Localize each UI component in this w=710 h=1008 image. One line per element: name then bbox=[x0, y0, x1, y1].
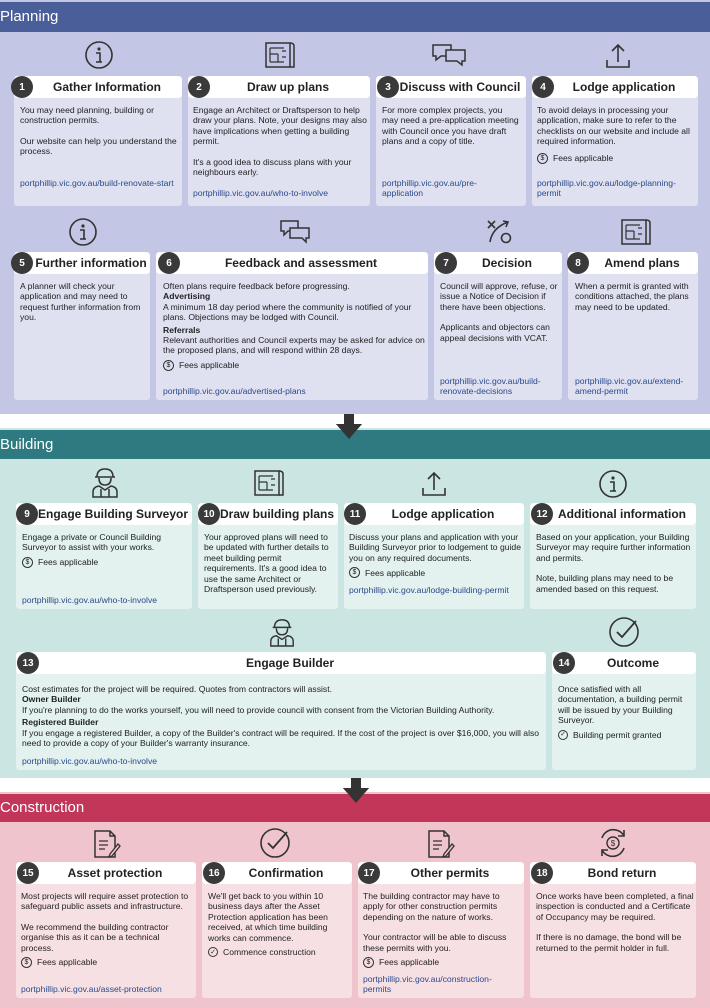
construction-title: Construction bbox=[0, 799, 85, 816]
step-body-17: The building contractor may have to apply for other construction permits depending on the nature of works. Your contractor will be able to discuss these permits with you. $ Fees applicable bbox=[363, 891, 521, 968]
step-body-4: To avoid delays in processing your application, make sure to refer to the checklists on our website and include all required information. $ Fees applicable bbox=[537, 105, 695, 164]
step-link-8[interactable]: portphillip.vic.gov.au/extend-amend-permit bbox=[575, 376, 684, 397]
step-body-11: Discuss your plans and application with your Building Surveyor prior to lodgement to guide you on any required documents. $ Fees applicable bbox=[349, 532, 521, 578]
step-title-1: Gather Information bbox=[14, 76, 182, 98]
fees-applicable-6: $ Fees applicable bbox=[163, 360, 425, 371]
step-number-5: 5 bbox=[11, 252, 33, 274]
step-number-9: 9 bbox=[16, 503, 38, 525]
blueprint-icon bbox=[620, 217, 652, 247]
fees-applicable-11: $ Fees applicable bbox=[349, 567, 521, 578]
planning-title: Planning bbox=[0, 8, 59, 25]
fees-applicable-17: $ Fees applicable bbox=[363, 957, 521, 968]
worker-icon bbox=[90, 466, 120, 498]
step-number-4: 4 bbox=[532, 76, 554, 98]
fees-applicable-4: $ Fees applicable bbox=[537, 153, 695, 164]
check-circle-icon: ✓ bbox=[208, 947, 218, 957]
step-number-17: 17 bbox=[358, 862, 380, 884]
down-arrow-icon bbox=[335, 414, 363, 440]
step-body-16: We'll get back to you within 10 business days after the Asset Protection application has been received, at which time building works can commence. ✓ Commence construction bbox=[208, 891, 348, 957]
document-pen-icon bbox=[92, 828, 122, 860]
step-link-11[interactable]: portphillip.vic.gov.au/lodge-building-permit bbox=[349, 585, 509, 595]
step-number-12: 12 bbox=[531, 503, 553, 525]
decision-icon bbox=[484, 216, 514, 246]
step-body-18: Once works have been completed, a final inspection is conducted and a Certificate of Occupancy may be required. If there is no damage, the bond will be returned to the permit holder in full. bbox=[536, 891, 694, 953]
step-number-16: 16 bbox=[203, 862, 225, 884]
permit-granted-status: ✓ Building permit granted bbox=[558, 730, 694, 740]
svg-text:$: $ bbox=[610, 839, 616, 848]
step-title-3: Discuss with Council bbox=[376, 76, 526, 98]
step-title-6: Feedback and assessment bbox=[156, 252, 428, 274]
step-body-8: When a permit is granted with conditions attached, the plans may need to be updated. bbox=[575, 281, 689, 312]
step-body-3: For more complex projects, you may need a pre-application meeting with Council once you have draft plans and a copy of title. bbox=[382, 105, 519, 147]
step-title-4: Lodge application bbox=[532, 76, 698, 98]
step-body-9: Engage a private or Council Building Surveyor to assist with your works. $ Fees applicable bbox=[22, 532, 188, 568]
step-number-2: 2 bbox=[188, 76, 210, 98]
check-circle-icon: ✓ bbox=[558, 730, 568, 740]
step-title-18: Bond return bbox=[530, 862, 696, 884]
chat-bubbles-icon bbox=[430, 40, 468, 70]
step-title-7: Decision bbox=[434, 252, 562, 274]
fees-applicable-9: $ Fees applicable bbox=[22, 557, 188, 568]
step-title-5: Further information bbox=[14, 252, 150, 274]
info-icon bbox=[68, 217, 98, 247]
step-title-9: Engage Building Surveyor bbox=[16, 503, 192, 525]
step-number-8: 8 bbox=[567, 252, 589, 274]
step-link-1[interactable]: portphillip.vic.gov.au/build-renovate-start bbox=[20, 178, 174, 188]
step-number-7: 7 bbox=[435, 252, 457, 274]
step-title-14: Outcome bbox=[552, 652, 696, 674]
step-link-4[interactable]: portphillip.vic.gov.au/lodge-planning-permit bbox=[537, 178, 676, 199]
step-body-1: You may need planning, building or construction permits. Our website can help you understand the process. bbox=[20, 105, 177, 157]
step-number-3: 3 bbox=[377, 76, 399, 98]
upload-icon bbox=[604, 42, 632, 70]
step-body-15: Most projects will require asset protection to safeguard public assets and infrastructure. We recommend the building contractor organise this as it can be a technical process. $ Fees applicable bbox=[21, 891, 193, 968]
dollar-coin-icon: $ bbox=[22, 557, 33, 568]
upload-icon bbox=[420, 470, 448, 498]
dollar-coin-icon: $ bbox=[163, 360, 174, 371]
step-link-7[interactable]: portphillip.vic.gov.au/build-renovate-decisions bbox=[440, 376, 541, 397]
step-number-14: 14 bbox=[553, 652, 575, 674]
info-icon bbox=[84, 40, 114, 70]
step-title-13: Engage Builder bbox=[16, 652, 546, 674]
step-link-13[interactable]: portphillip.vic.gov.au/who-to-involve bbox=[22, 756, 158, 766]
fees-applicable-15: $ Fees applicable bbox=[21, 957, 193, 968]
blueprint-icon bbox=[264, 40, 296, 70]
step-link-2[interactable]: portphillip.vic.gov.au/who-to-involve bbox=[193, 188, 329, 198]
step-title-8: Amend plans bbox=[568, 252, 698, 274]
step-link-9[interactable]: portphillip.vic.gov.au/who-to-involve bbox=[22, 595, 158, 605]
step-number-13: 13 bbox=[17, 652, 39, 674]
step-body-5: A planner will check your application and may need to request further information from you. bbox=[20, 281, 141, 323]
refund-icon bbox=[596, 826, 630, 860]
chat-bubbles-icon bbox=[278, 217, 312, 247]
step-body-6: Often plans require feedback before progressing. Advertising A minimum 18 day period where the community is notified of your plans. Objections may be lodged with Council. Referrals Relevant authorities and Council experts may be asked for advice on the proposed plans, and will respond within 28 days. $ Fees applicable bbox=[163, 281, 425, 371]
step-number-11: 11 bbox=[344, 503, 366, 525]
step-card-5 bbox=[14, 252, 150, 400]
step-number-18: 18 bbox=[531, 862, 553, 884]
step-body-2: Engage an Architect or Draftsperson to help draw your plans. Note, your designs may also have implications when getting a building permit. It's a good idea to discuss plans with your neighbours early. bbox=[193, 105, 367, 178]
step-link-15[interactable]: portphillip.vic.gov.au/asset-protection bbox=[21, 984, 162, 994]
step-body-14: Once satisfied with all documentation, a building permit will be issued by your Building Surveyor. ✓ Building permit granted bbox=[558, 684, 694, 740]
step-title-10: Draw building plans bbox=[198, 503, 338, 525]
step-title-16: Confirmation bbox=[202, 862, 352, 884]
info-icon bbox=[598, 469, 628, 499]
step-body-13: Cost estimates for the project will be required. Quotes from contractors will assist. Owner Builder If you're planning to do the works yourself, you will need to provide council with consent from the Victorian Building Authority. Registered Builder If you engage a registered Builder, a copy of the Builder's contract will be required. If the cost of the project is over $16,000, you will also need to provide a copy of your Builder's warranty insurance. bbox=[22, 684, 540, 749]
step-body-10: Your approved plans will need to be updated with further details to meet building permit requirements. It's a good idea to use the same Architect or Draftsperson used previously. bbox=[204, 532, 329, 595]
step-title-12: Additional information bbox=[530, 503, 696, 525]
blueprint-icon bbox=[253, 468, 285, 498]
checkmark-icon bbox=[258, 826, 292, 860]
building-title: Building bbox=[0, 436, 54, 453]
step-body-7: Council will approve, refuse, or issue a Notice of Decision if there have been objections. Applicants and objectors can appeal decisions with VCAT. bbox=[440, 281, 558, 343]
dollar-coin-icon: $ bbox=[363, 957, 374, 968]
step-title-2: Draw up plans bbox=[188, 76, 370, 98]
dollar-coin-icon: $ bbox=[349, 567, 360, 578]
step-number-15: 15 bbox=[17, 862, 39, 884]
step-title-15: Asset protection bbox=[16, 862, 196, 884]
worker-icon bbox=[268, 616, 296, 648]
step-link-6[interactable]: portphillip.vic.gov.au/advertised-plans bbox=[163, 386, 306, 396]
step-body-12: Based on your application, your Building Surveyor may require further information and permits. Note, building plans may need to be amended based on this request. bbox=[536, 532, 691, 594]
checkmark-icon bbox=[607, 615, 641, 649]
step-title-11: Lodge application bbox=[344, 503, 524, 525]
commence-construction-status: ✓ Commence construction bbox=[208, 947, 348, 957]
step-number-10: 10 bbox=[198, 503, 220, 525]
step-link-3[interactable]: portphillip.vic.gov.au/pre-application bbox=[382, 178, 477, 199]
step-number-1: 1 bbox=[11, 76, 33, 98]
dollar-coin-icon: $ bbox=[537, 153, 548, 164]
document-pen-icon bbox=[426, 828, 456, 860]
step-number-6: 6 bbox=[158, 252, 180, 274]
planning-header bbox=[0, 2, 710, 32]
down-arrow-icon bbox=[342, 778, 370, 804]
dollar-coin-icon: $ bbox=[21, 957, 32, 968]
step-link-17[interactable]: portphillip.vic.gov.au/construction-permits bbox=[363, 974, 492, 995]
step-title-17: Other permits bbox=[358, 862, 524, 884]
